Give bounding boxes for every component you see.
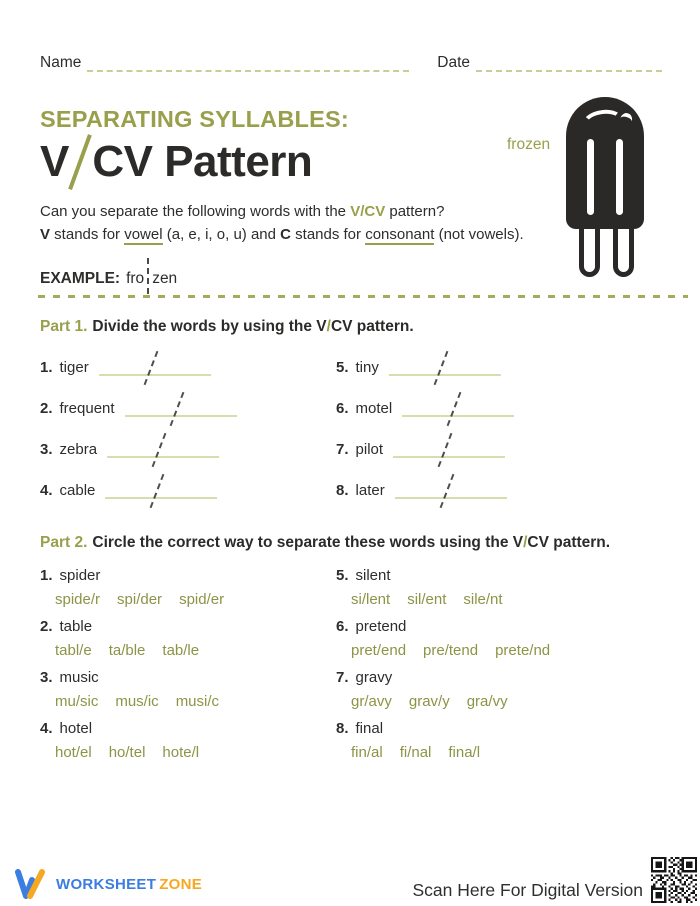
divider-slash-icon bbox=[150, 474, 165, 508]
item-word: pretend bbox=[355, 618, 407, 635]
syllable-option[interactable]: fi/nal bbox=[399, 744, 432, 761]
part1-item bbox=[40, 475, 336, 499]
divider-slash-icon bbox=[433, 351, 448, 385]
item-number: 2. bbox=[40, 400, 53, 417]
syllable-option[interactable]: mus/ic bbox=[115, 693, 159, 710]
part2-label: Part 2. bbox=[40, 534, 88, 551]
item-word: final bbox=[355, 720, 384, 737]
part1-item bbox=[40, 352, 336, 376]
item-number: 7. bbox=[336, 669, 349, 686]
syllable-option[interactable]: hote/l bbox=[162, 744, 200, 761]
vcv-highlight: V/CV bbox=[350, 203, 386, 220]
item-word: motel bbox=[355, 400, 393, 417]
item-word: table bbox=[59, 618, 93, 635]
title-slash-icon bbox=[68, 134, 91, 190]
part1-item bbox=[40, 393, 336, 417]
item-word: pilot bbox=[355, 441, 384, 458]
item-word: spider bbox=[59, 567, 101, 584]
part2-item bbox=[336, 618, 662, 659]
syllable-option[interactable]: tabl/e bbox=[55, 642, 92, 659]
syllable-option[interactable]: hot/el bbox=[55, 744, 92, 761]
syllable-option[interactable]: mu/sic bbox=[55, 693, 99, 710]
page-title bbox=[40, 133, 312, 191]
item-number: 1. bbox=[40, 359, 53, 376]
syllable-option[interactable]: si/lent bbox=[351, 591, 391, 608]
example-syllable-1: fro bbox=[126, 270, 145, 287]
item-number: 3. bbox=[40, 441, 53, 458]
item-word: gravy bbox=[355, 669, 393, 686]
part2-item bbox=[40, 618, 336, 659]
syllable-option[interactable]: spid/er bbox=[179, 591, 225, 608]
popsicle-sticks bbox=[566, 226, 644, 277]
item-word: silent bbox=[355, 567, 391, 584]
qr-code-icon bbox=[651, 857, 697, 903]
syllable-option[interactable]: pret/end bbox=[351, 642, 407, 659]
example-row bbox=[40, 258, 177, 294]
consonant-underlined: consonant bbox=[365, 226, 435, 243]
item-number: 8. bbox=[336, 482, 349, 499]
item-number: 6. bbox=[336, 400, 349, 417]
part1-column-left bbox=[40, 352, 336, 499]
answer-blank[interactable] bbox=[99, 358, 211, 376]
part1-item bbox=[40, 434, 336, 458]
popsicle-stick bbox=[579, 226, 600, 277]
popsicle-shine-icon bbox=[580, 107, 625, 139]
item-word: hotel bbox=[59, 720, 93, 737]
item-number: 6. bbox=[336, 618, 349, 635]
date-label: Date bbox=[437, 54, 470, 71]
item-number: 2. bbox=[40, 618, 53, 635]
item-word: later bbox=[355, 482, 385, 499]
part2-item bbox=[40, 720, 336, 761]
item-number: 3. bbox=[40, 669, 53, 686]
part1-item bbox=[336, 352, 662, 376]
part1-label: Part 1. bbox=[40, 318, 88, 335]
instructions bbox=[40, 200, 524, 246]
syllable-option[interactable]: tab/le bbox=[162, 642, 200, 659]
part2-item bbox=[336, 669, 662, 710]
example-syllable-2: zen bbox=[152, 270, 178, 287]
instructions-line-2: V stands for vowel (a, e, i, o, u) and C stands for consonant (not vowels). bbox=[40, 226, 524, 243]
syllable-option[interactable]: pre/tend bbox=[423, 642, 479, 659]
syllable-option[interactable]: sile/nt bbox=[463, 591, 503, 608]
scan-caption: Scan Here For Digital Version bbox=[412, 880, 643, 900]
part2-grid bbox=[40, 567, 662, 761]
answer-blank[interactable] bbox=[395, 481, 507, 499]
answer-blank[interactable] bbox=[125, 399, 237, 417]
item-number: 8. bbox=[336, 720, 349, 737]
answer-blank[interactable] bbox=[107, 440, 219, 458]
answer-blank[interactable] bbox=[105, 481, 217, 499]
item-word: frequent bbox=[59, 400, 115, 417]
popsicle-stick bbox=[613, 226, 634, 277]
part1-header: Part 1. Divide the words by using the V/CV pattern. bbox=[40, 318, 414, 335]
syllable-option[interactable]: ta/ble bbox=[108, 642, 146, 659]
item-number: 7. bbox=[336, 441, 349, 458]
popsicle-caption: frozen bbox=[507, 136, 551, 153]
syllable-option[interactable]: gr/avy bbox=[351, 693, 392, 710]
part2-item bbox=[336, 567, 662, 608]
item-word: tiger bbox=[59, 359, 89, 376]
logo-text: WORKSHEET ZONE bbox=[56, 875, 203, 893]
title-v: V bbox=[40, 137, 69, 186]
divider-slash-icon bbox=[143, 351, 158, 385]
part2-column-left bbox=[40, 567, 336, 761]
divider-slash-icon bbox=[438, 433, 453, 467]
syllable-option[interactable]: sil/ent bbox=[407, 591, 447, 608]
part2-item bbox=[40, 567, 336, 608]
part2-column-right bbox=[336, 567, 662, 761]
popsicle-slot bbox=[616, 139, 623, 215]
worksheetzone-logo bbox=[15, 869, 202, 899]
part2-item bbox=[336, 720, 662, 761]
divider-slash-icon bbox=[169, 392, 184, 426]
syllable-option[interactable]: gra/vy bbox=[466, 693, 508, 710]
instructions-line-1: Can you separate the following words with the V/CV pattern? bbox=[40, 203, 445, 220]
divider-slash-icon bbox=[439, 474, 454, 508]
answer-blank[interactable] bbox=[393, 440, 505, 458]
item-number: 4. bbox=[40, 720, 53, 737]
syllable-divider-icon bbox=[147, 258, 149, 294]
item-word: tiny bbox=[355, 359, 379, 376]
worksheet-subtitle: SEPARATING SYLLABLES: bbox=[40, 106, 349, 132]
item-word: zebra bbox=[59, 441, 98, 458]
part1-item bbox=[336, 475, 662, 499]
part2-header: Part 2. Circle the correct way to separate these words using the V/CV pattern. bbox=[40, 534, 611, 551]
syllable-option[interactable]: grav/y bbox=[408, 693, 450, 710]
syllable-option[interactable]: spi/der bbox=[117, 591, 163, 608]
dashed-divider bbox=[38, 295, 688, 298]
syllable-option[interactable]: fina/l bbox=[448, 744, 481, 761]
vowel-underlined: vowel bbox=[124, 226, 163, 243]
syllable-option[interactable]: musi/c bbox=[175, 693, 220, 710]
part1-column-right bbox=[336, 352, 662, 499]
divider-slash-icon bbox=[152, 433, 167, 467]
part2-item bbox=[40, 669, 336, 710]
name-date-row bbox=[40, 54, 662, 72]
part1-grid bbox=[40, 352, 662, 499]
logo-w-icon bbox=[15, 869, 51, 899]
syllable-option[interactable]: fin/al bbox=[351, 744, 383, 761]
item-number: 5. bbox=[336, 359, 349, 376]
item-number: 4. bbox=[40, 482, 53, 499]
popsicle-body bbox=[566, 97, 644, 229]
syllable-option[interactable]: spide/r bbox=[55, 591, 101, 608]
syllable-option[interactable]: prete/nd bbox=[495, 642, 551, 659]
item-number: 5. bbox=[336, 567, 349, 584]
item-number: 1. bbox=[40, 567, 53, 584]
part1-item bbox=[336, 434, 662, 458]
item-word: music bbox=[59, 669, 99, 686]
answer-blank[interactable] bbox=[402, 399, 514, 417]
answer-blank[interactable] bbox=[389, 358, 501, 376]
date-input-line[interactable] bbox=[476, 55, 662, 72]
popsicle-icon bbox=[566, 97, 644, 277]
divider-slash-icon bbox=[447, 392, 462, 426]
name-label: Name bbox=[40, 54, 82, 71]
title-cv-pattern: CV Pattern bbox=[92, 137, 313, 186]
popsicle-slot bbox=[587, 139, 594, 215]
example-label: EXAMPLE: bbox=[40, 270, 121, 287]
name-input-line[interactable] bbox=[87, 55, 409, 72]
syllable-option[interactable]: ho/tel bbox=[108, 744, 146, 761]
item-word: cable bbox=[59, 482, 96, 499]
part1-item bbox=[336, 393, 662, 417]
